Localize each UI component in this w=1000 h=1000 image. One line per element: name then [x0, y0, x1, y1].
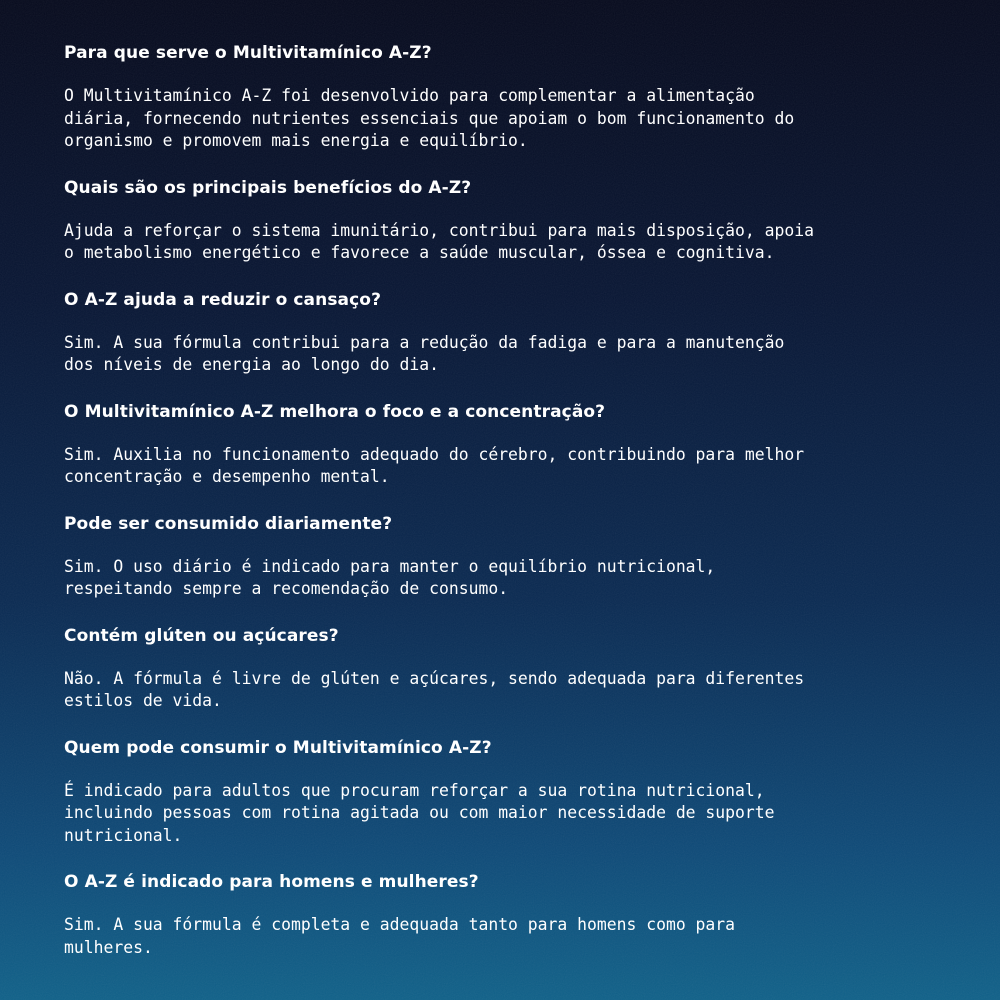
faq-answer: Sim. O uso diário é indicado para manter o equilíbrio nutricional, respeitando sempre a recomendação de consumo.: [64, 556, 716, 598]
faq-list: [64, 41, 954, 982]
faq-question: O Multivitamínico A-Z melhora o foco e a concentração?: [64, 401, 606, 422]
faq-item-focus: [64, 400, 954, 489]
faq-answer: O Multivitamínico A-Z foi desenvolvido para complementar a alimentação diária, fornecendo nutrientes essenciais que apoiam o bom funcionamento do organismo e promovem mais energia e equilíbrio.: [64, 86, 795, 150]
faq-answer: Sim. A sua fórmula é completa e adequada tanto para homens como para mulheres.: [64, 915, 736, 957]
faq-answer: Não. A fórmula é livre de glúten e açúcares, sendo adequada para diferentes estilos de vida.: [64, 668, 805, 710]
faq-item-daily-use: [64, 512, 954, 601]
faq-item-gluten-sugar: [64, 624, 954, 713]
faq-question: Quem pode consumir o Multivitamínico A-Z?: [64, 737, 492, 758]
faq-question: O A-Z ajuda a reduzir o cansaço?: [64, 289, 382, 310]
faq-item-fatigue: [64, 288, 954, 377]
faq-question: Quais são os principais benefícios do A-Z?: [64, 177, 472, 198]
faq-question: O A-Z é indicado para homens e mulheres?: [64, 872, 479, 892]
faq-question: Contém glúten ou açúcares?: [64, 625, 339, 646]
faq-item-purpose: [64, 41, 954, 153]
faq-answer: Sim. Auxilia no funcionamento adequado do cérebro, contribuindo para melhor concentração e desempenho mental.: [64, 444, 805, 486]
faq-answer: É indicado para adultos que procuram reforçar a sua rotina nutricional, incluindo pessoas com rotina agitada ou com maior necessidade de suporte nutricional.: [64, 780, 775, 845]
faq-answer: Ajuda a reforçar o sistema imunitário, contribui para mais disposição, apoia o metabolismo energético e favorece a saúde muscular, óssea e cognitiva.: [64, 220, 814, 262]
faq-answer: Sim. A sua fórmula contribui para a redução da fadiga e para a manutenção dos níveis de energia ao longo do dia.: [64, 332, 785, 374]
faq-question: Para que serve o Multivitamínico A-Z?: [64, 43, 432, 63]
faq-item-benefits: [64, 176, 954, 265]
faq-question: Pode ser consumido diariamente?: [64, 513, 393, 534]
faq-item-who-can-use: [64, 736, 954, 848]
faq-item-men-women: [64, 870, 954, 959]
